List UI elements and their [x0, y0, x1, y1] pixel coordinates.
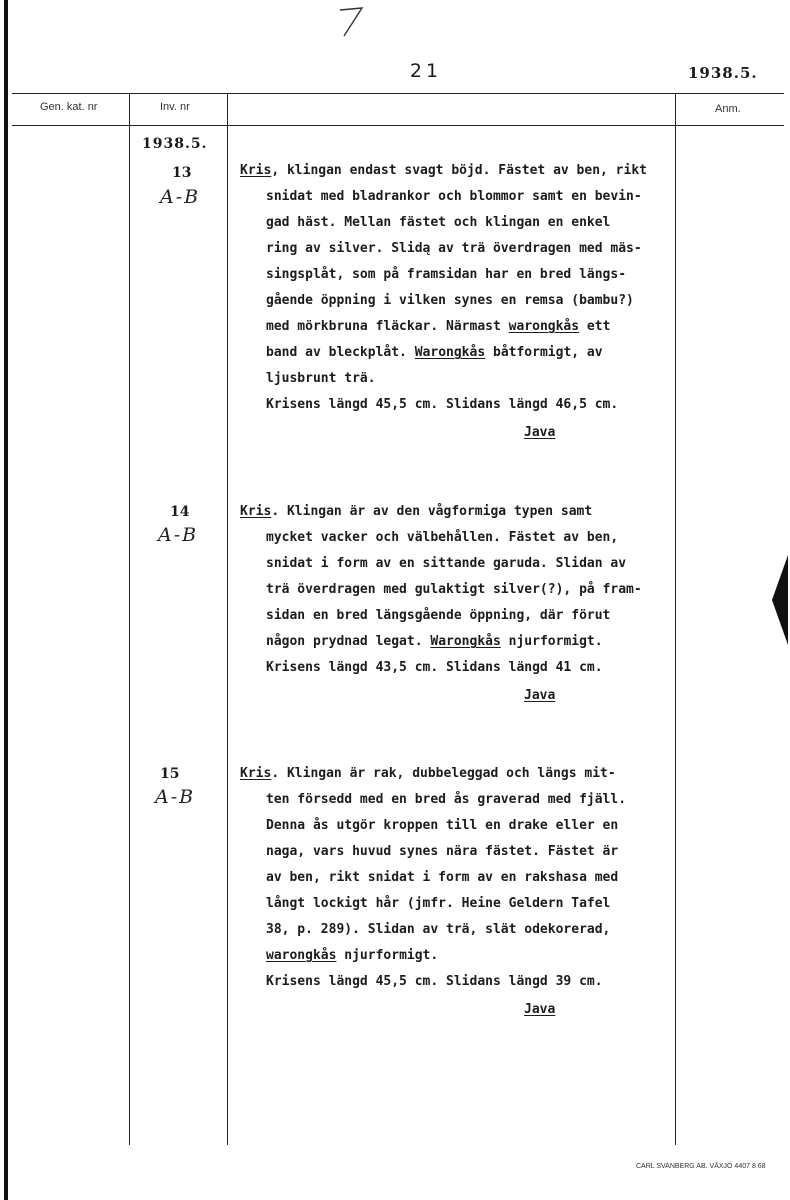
entry-line: Kris, klingan endast svagt böjd. Fästet av ben, rikt [240, 163, 647, 178]
classification-code: A-B [155, 786, 196, 808]
origin-label: Java [524, 425, 556, 440]
year-label: 1938.5. [142, 136, 208, 152]
inventory-number: 15 [160, 766, 180, 782]
header-bottom-rule [12, 125, 784, 126]
entry-line: ten försedd med en bred ås graverad med fjäll. [266, 792, 627, 807]
origin-label: Java [524, 1002, 556, 1017]
entry-line: snidat med bladrankor och blommor samt en bevin- [266, 189, 642, 204]
entry-line: singsplåt, som på framsidan har en bred längs- [266, 267, 627, 282]
entry-line: naga, vars huvud synes nära fästet. Fästet är [266, 844, 619, 859]
entry-line: långt lockigt hår (jmfr. Heine Geldern Tafel [266, 896, 611, 911]
entry-line: 38, p. 289). Slidan av trä, slät odekorerad, [266, 922, 611, 937]
entry-line: ljusbrunt trä. [266, 371, 376, 386]
entry-line: Denna ås utgör kroppen till en drake eller en [266, 818, 619, 833]
column-header-inv-nr: Inv. nr [160, 101, 190, 113]
entry-14-description [240, 504, 680, 704]
column-divider-inv [227, 93, 228, 1145]
printer-mark: CARL SVANBERG AB. VÄXJÖ 4407 8 68 [636, 1163, 766, 1170]
entry-line: gad häst. Mellan fästet och klingan en enkel [266, 215, 611, 230]
binder-edge [4, 0, 8, 1200]
entry-line: snidat i form av en sittande garuda. Slidan av [266, 556, 627, 571]
handwritten-top-mark [330, 2, 370, 42]
entry-line: någon prydnad legat. Warongkås njurformigt. [266, 634, 603, 649]
scan-edge-shadow [772, 555, 788, 645]
header-top-rule [12, 93, 784, 94]
entry-line: ring av silver. Slidą av trä överdragen med mäs- [266, 241, 642, 256]
column-divider-gen [129, 93, 130, 1145]
entry-line: gående öppning i vilken synes en remsa (bambu?) [266, 293, 634, 308]
header-date: 1938.5. [688, 64, 758, 82]
entry-line: Krisens längd 45,5 cm. Slidans längd 46,5 cm. [266, 397, 619, 412]
entry-line: band av bleckplåt. Warongkås båtformigt, av [266, 345, 603, 360]
entry-line: sidan en bred längsgående öppning, där förut [266, 608, 611, 623]
entry-line: Kris. Klingan är rak, dubbeleggad och längs mit- [240, 766, 616, 781]
classification-code: A-B [158, 524, 199, 546]
origin-label: Java [524, 688, 556, 703]
classification-code: A-B [160, 186, 201, 208]
entry-15-description [240, 766, 680, 1026]
entry-line: av ben, rikt snidat i form av en rakshasa med [266, 870, 619, 885]
entry-line: Krisens längd 43,5 cm. Slidans längd 41 cm. [266, 660, 603, 675]
inventory-number: 13 [172, 165, 192, 181]
entry-line: mycket vacker och välbehållen. Fästet av ben, [266, 530, 619, 545]
entry-line: Kris. Klingan är av den vågformiga typen samt [240, 504, 593, 519]
entry-line: Krisens längd 45,5 cm. Slidans längd 39 cm. [266, 974, 603, 989]
column-header-anm: Anm. [715, 103, 741, 115]
entry-line: trä överdragen med gulaktigt silver(?), på fram- [266, 582, 642, 597]
entry-line: med mörkbruna fläckar. Närmast warongkås ett [266, 319, 611, 334]
entry-line: warongkås njurformigt. [266, 948, 439, 963]
entry-13-description [240, 163, 680, 463]
inventory-number: 14 [170, 504, 190, 520]
page-number: 21 [409, 60, 443, 82]
column-header-gen-kat-nr: Gen. kat. nr [40, 101, 98, 113]
